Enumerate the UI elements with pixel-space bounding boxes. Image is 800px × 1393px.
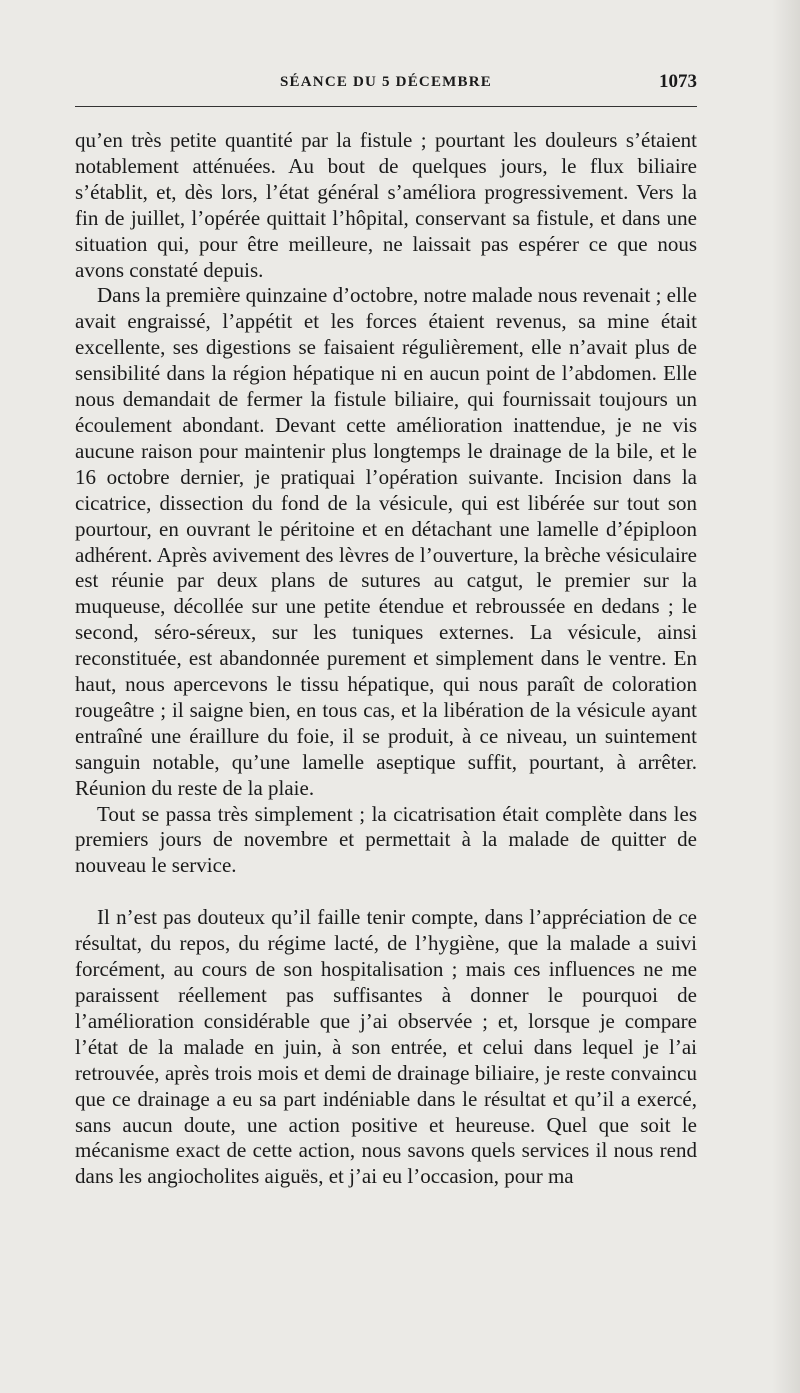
header-rule bbox=[75, 106, 697, 107]
paragraph-4: Il n’est pas douteux qu’il faille tenir compte, dans l’appréciation de ce résultat, du repos, du régime lacté, de l’hygiène, que la malade a suivi forcément, au cours de son hospitalisation ; mais ces influences ne me paraissent réellement pas suffisantes à donner le pourquoi de l’amélioration considérable que j’ai observée ; et, lorsque je compare l’état de la malade en juin, à son entrée, et celui dans lequel je l’ai retrouvée, après trois mois et demi de drainage biliaire, je reste convaincu que ce drainage a eu sa part indéniable dans le résultat et qu’il a exercé, sans aucun doute, une action positive et heureuse. Quel que soit le mécanisme exact de cette action, nous savons quels services il nous rend dans les angiocholites aiguës, et j’ai eu l’occasion, pour ma bbox=[75, 905, 697, 1189]
running-head bbox=[75, 71, 697, 96]
paragraph-1: qu’en très petite quantité par la fistule ; pourtant les douleurs s’étaient notablement atténuées. Au bout de quelques jours, le flux biliaire s’établit, et, dès lors, l’état général s’améliora progressivement. Vers la fin de juillet, l’opérée quittait l’hôpital, conservant sa fistule, et dans une situation qui, pour être meilleure, ne laissait pas espérer ce que nous avons constaté depuis. bbox=[75, 128, 697, 282]
running-title: SÉANCE DU 5 DÉCEMBRE bbox=[280, 74, 492, 90]
paragraph-2: Dans la première quinzaine d’octobre, notre malade nous revenait ; elle avait engraissé, l’appétit et les forces étaient revenus, sa mine était excellente, ses digestions se faisaient régulièrement, elle n’avait plus de sensibilité dans la région hépatique ni en aucun point de l’abdomen. Elle nous demandait de fermer la fistule biliaire, qui fournissait toujours un écoulement abondant. Devant cette amélioration inattendue, je ne vis aucune raison pour maintenir plus longtemps le drainage de la bile, et le 16 octobre dernier, je pratiquai l’opération suivante. Incision dans la cicatrice, dissection du fond de la vésicule, qui est libérée sur tout son pourtour, en ouvrant le péritoine et en détachant une lamelle d’épiploon adhérent. Après avivement des lèvres de l’ouverture, la brèche vésiculaire est réunie par deux plans de sutures au catgut, le premier sur la muqueuse, décollée sur une petite étendue et rebroussée en dedans ; le second, séro-séreux, sur les tuniques externes. La vésicule, ainsi reconstituée, est abandonnée purement et simplement dans le ventre. En haut, nous apercevons le tissu hépatique, qui nous paraît de coloration rougeâtre ; il saigne bien, en tous cas, et la libération de la vésicule ayant entraîné une éraillure du foie, il se produit, à ce niveau, un suintement sanguin notable, qu’une lamelle aseptique suffit, pourtant, à arrêter. Réunion du reste de la plaie. bbox=[75, 283, 697, 800]
page-number: 1073 bbox=[659, 71, 697, 92]
body-text bbox=[75, 128, 697, 1190]
page-edge-shadow bbox=[772, 0, 800, 1393]
paragraph-3: Tout se passa très simplement ; la cicatrisation était complète dans les premiers jours de novembre et permettait à la malade de quitter de nouveau le service. bbox=[75, 801, 697, 878]
